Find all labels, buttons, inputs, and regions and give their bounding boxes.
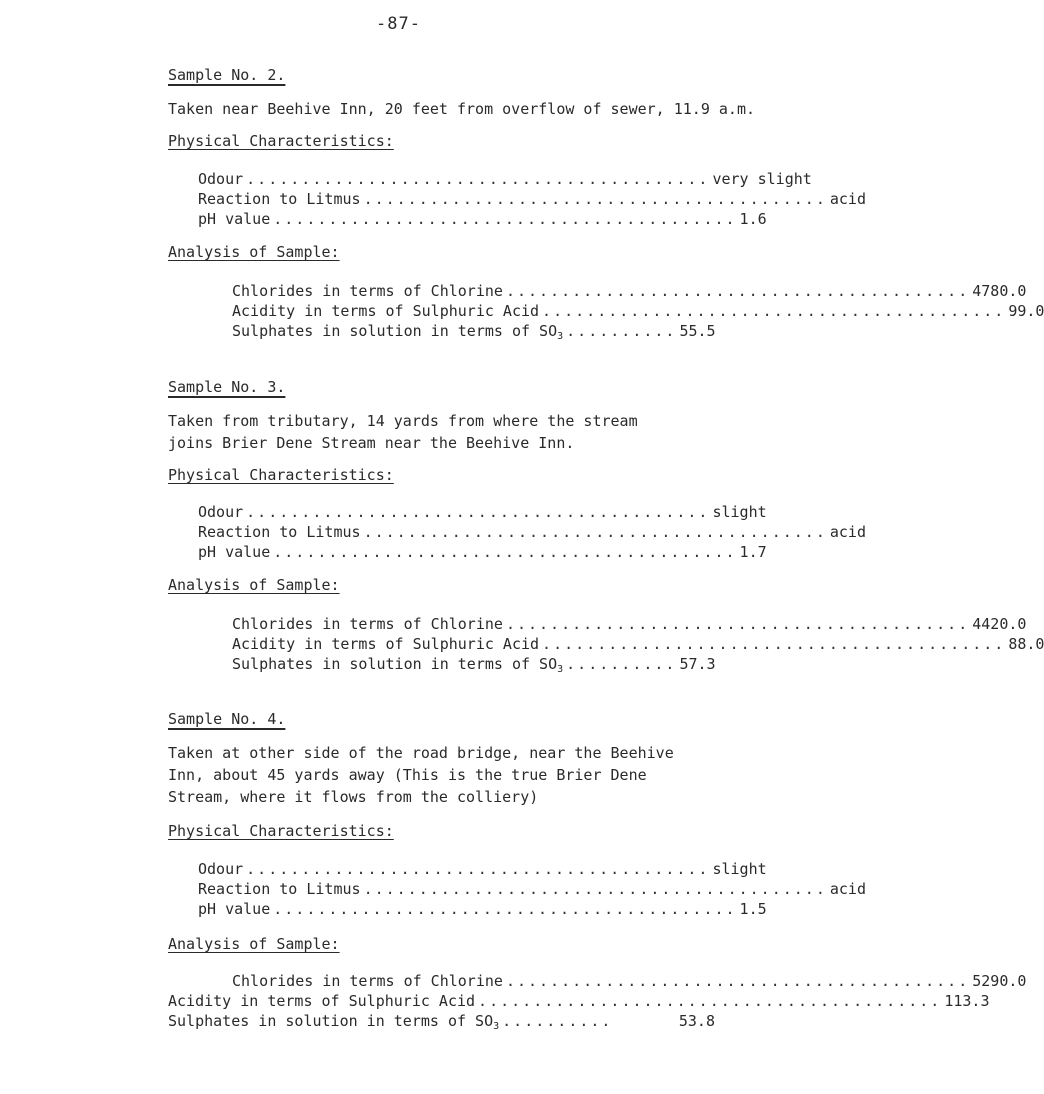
chlorides-label: Chlorides in terms of Chlorine [232, 615, 503, 633]
leader-dots: .......................................... [273, 543, 737, 561]
sample-3-acidity-row [232, 635, 1044, 653]
sample-3-heading: Sample No. 3. [168, 378, 286, 396]
sample-2-odour-row [198, 170, 812, 188]
odour-value: slight [712, 503, 767, 521]
sample-4-analysis-heading: Analysis of Sample: [168, 935, 340, 953]
litmus-value: acid [829, 880, 866, 898]
litmus-label: Reaction to Litmus [198, 880, 361, 898]
sulphates-value: 57.3 [679, 655, 716, 673]
acidity-label: Acidity in terms of Sulphuric Acid [232, 635, 540, 653]
sample-2-description-line-1: Taken near Beehive Inn, 20 feet from overflow of sewer, 11.9 a.m. [168, 100, 755, 118]
acidity-value: 99.0 [1008, 302, 1044, 320]
sulphates-value: 55.5 [679, 322, 716, 340]
chlorides-value: 4780.0 [972, 282, 1027, 300]
sample-3-odour-row [198, 503, 767, 521]
sample-4-description-line-3: Stream, where it flows from the colliery) [168, 788, 539, 806]
chlorides-label: Chlorides in terms of Chlorine [232, 972, 503, 990]
sample-4-ph-row [198, 900, 767, 918]
leader-dots: .......................................... [246, 170, 710, 188]
odour-label: Odour [198, 860, 244, 878]
sample-2-chlorides-row [232, 282, 1027, 300]
sample-3-litmus-row [198, 523, 866, 541]
sample-4-description-line-1: Taken at other side of the road bridge, near the Beehive [168, 744, 674, 762]
litmus-value: acid [829, 190, 866, 208]
sample-2-sulphates-row [232, 322, 715, 342]
litmus-label: Reaction to Litmus [198, 523, 361, 541]
leader-dots: .......... [502, 1012, 613, 1030]
sulphates-label: Sulphates in solution in terms of $SO_3$ [168, 1012, 500, 1032]
leader-dots: .......................................... [542, 302, 1006, 320]
ph-value: 1.6 [739, 210, 767, 228]
sample-2-litmus-row [198, 190, 866, 208]
sample-2-physical-heading: Physical Characteristics: [168, 132, 394, 150]
ph-label: pH value [198, 900, 271, 918]
leader-dots: .......... [566, 655, 677, 673]
leader-dots: .......................................... [246, 860, 710, 878]
sample-3-analysis-heading: Analysis of Sample: [168, 576, 340, 594]
acidity-label: Acidity in terms of Sulphuric Acid [232, 302, 540, 320]
sample-4-odour-row [198, 860, 767, 878]
sample-2-acidity-row [232, 302, 1044, 320]
leader-dots: .......................................... [505, 282, 970, 300]
leader-dots: .......................................... [363, 190, 827, 208]
ph-label: pH value [198, 210, 271, 228]
ph-label: pH value [198, 543, 271, 561]
chlorides-value: 4420.0 [972, 615, 1027, 633]
sample-4-litmus-row [198, 880, 866, 898]
leader-dots: .......................................... [478, 992, 942, 1010]
sample-4-acidity-row [168, 992, 990, 1010]
leader-dots: .......................................... [505, 615, 970, 633]
litmus-label: Reaction to Litmus [198, 190, 361, 208]
sulphates-label: Sulphates in solution in terms of $SO_3$ [232, 655, 564, 675]
sample-2-analysis-heading: Analysis of Sample: [168, 243, 340, 261]
sulphates-value: 53.8 [678, 1012, 715, 1030]
odour-value: slight [712, 860, 767, 878]
ph-value: 1.5 [739, 900, 767, 918]
sample-3-chlorides-row [232, 615, 1027, 633]
chlorides-value: 5290.0 [972, 972, 1027, 990]
odour-label: Odour [198, 503, 244, 521]
sample-3-description-line-2: joins Brier Dene Stream near the Beehive Inn. [168, 434, 575, 452]
sample-4-physical-heading: Physical Characteristics: [168, 822, 394, 840]
leader-dots: .......................................... [363, 880, 827, 898]
sample-4-chlorides-row [232, 972, 1027, 990]
leader-dots: .......................................... [273, 210, 737, 228]
leader-dots: .......................................... [505, 972, 970, 990]
leader-dots: .......................................... [246, 503, 710, 521]
ph-value: 1.7 [739, 543, 767, 561]
odour-value: very slight [712, 170, 812, 188]
sample-4-heading: Sample No. 4. [168, 710, 286, 728]
sample-4-description-line-2: Inn, about 45 yards away (This is the true Brier Dene [168, 766, 647, 784]
litmus-value: acid [829, 523, 866, 541]
sample-3-physical-heading: Physical Characteristics: [168, 466, 394, 484]
sample-3-sulphates-row [232, 655, 715, 675]
page-number: -87- [376, 14, 421, 34]
sample-3-ph-row [198, 543, 767, 561]
chlorides-label: Chlorides in terms of Chlorine [232, 282, 503, 300]
acidity-value: 88.0 [1008, 635, 1044, 653]
acidity-value: 113.3 [944, 992, 990, 1010]
odour-label: Odour [198, 170, 244, 188]
leader-dots: .......................................... [542, 635, 1006, 653]
sample-2-ph-row [198, 210, 767, 228]
leader-dots: .......... [566, 322, 677, 340]
acidity-label: Acidity in terms of Sulphuric Acid [168, 992, 476, 1010]
leader-dots: .......................................... [363, 523, 827, 541]
sulphates-label: Sulphates in solution in terms of $SO_3$ [232, 322, 564, 342]
leader-dots: .......................................... [273, 900, 737, 918]
sample-4-sulphates-row [168, 1012, 715, 1032]
sample-3-description-line-1: Taken from tributary, 14 yards from where the stream [168, 412, 638, 430]
sample-2-heading: Sample No. 2. [168, 66, 286, 84]
